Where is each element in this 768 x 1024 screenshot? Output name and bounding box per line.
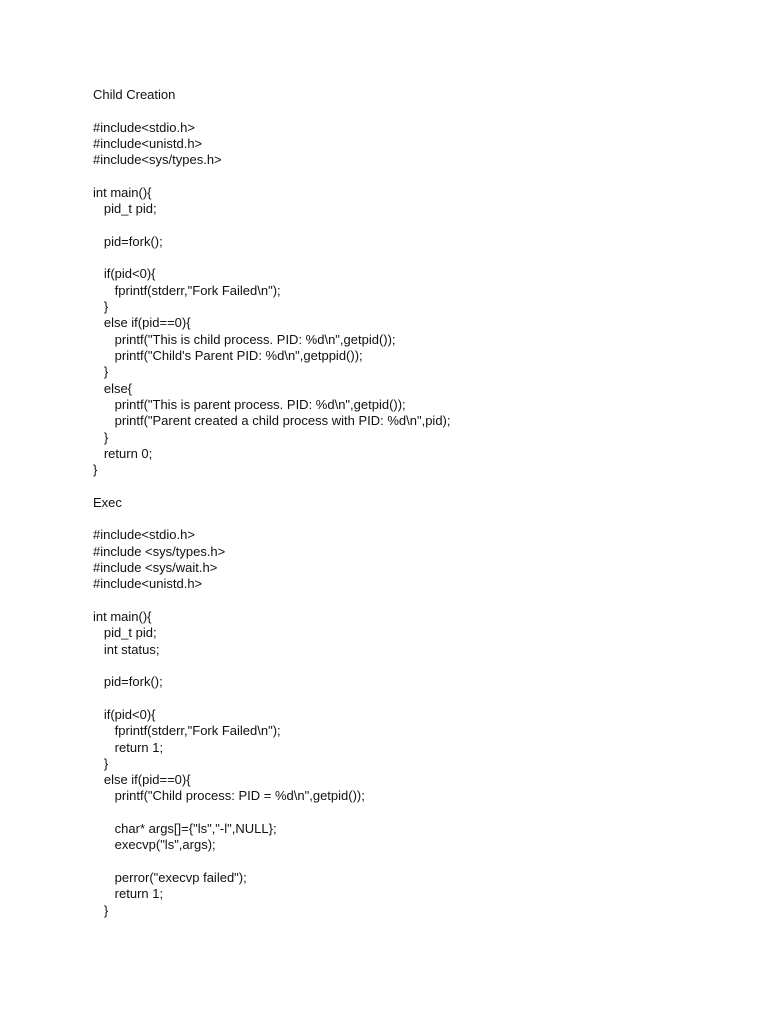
- code-line: pid=fork();: [93, 233, 163, 249]
- code-line: execvp("ls",args);: [93, 837, 216, 853]
- code-line: perror("execvp failed");: [93, 870, 247, 885]
- code-line: #include<sys/types.h>: [93, 152, 222, 168]
- blank-line: [93, 169, 733, 185]
- code-line: char* args[]={"ls","-l",NULL};: [93, 821, 277, 837]
- code-line: #include <sys/wait.h>: [93, 560, 218, 576]
- code-line: #include<stdio.h>: [93, 119, 195, 135]
- code-line: if(pid<0){: [93, 706, 156, 722]
- code-line: return 1;: [93, 886, 164, 902]
- blank-line: [93, 218, 733, 234]
- code-line: #include <sys/types.h>: [93, 543, 226, 559]
- blank-line: [93, 593, 733, 609]
- code-line: return 0;: [93, 445, 153, 461]
- code-line: }: [93, 299, 109, 315]
- code-line: pid_t pid;: [93, 625, 157, 641]
- code-line: printf("Child process: PID = %d\n",getpid());: [93, 788, 365, 804]
- blank-line: [93, 479, 733, 495]
- code-line: }: [93, 755, 109, 771]
- blank-line: [93, 854, 733, 870]
- code-line: int status;: [93, 641, 160, 657]
- code-line: #include<stdio.h>: [93, 527, 195, 543]
- blank-line: [93, 511, 733, 527]
- code-line: }: [93, 902, 109, 918]
- section-heading-child-creation: Child Creation: [93, 87, 176, 102]
- code-line: printf("This is parent process. PID: %d\n",getpid());: [93, 396, 406, 412]
- code-line: }: [93, 429, 109, 445]
- code-line: }: [93, 364, 109, 380]
- code-line: fprintf(stderr,"Fork Failed\n");: [93, 282, 281, 298]
- section-heading-exec: Exec: [93, 494, 122, 510]
- document-body: [93, 87, 733, 919]
- code-line: printf("Parent created a child process with PID: %d\n",pid);: [93, 413, 451, 429]
- code-line: return 1;: [93, 739, 164, 755]
- code-line: else{: [93, 380, 133, 396]
- code-line: int main(){: [93, 609, 152, 624]
- code-line: #include<unistd.h>: [93, 576, 203, 592]
- blank-line: [93, 103, 733, 119]
- code-line: }: [93, 462, 98, 478]
- code-line: fprintf(stderr,"Fork Failed\n");: [93, 723, 281, 739]
- code-line: #include<unistd.h>: [93, 135, 203, 151]
- blank-line: [93, 805, 733, 821]
- blank-line: [93, 658, 733, 674]
- code-line: pid_t pid;: [93, 201, 157, 217]
- code-line: int main(){: [93, 184, 152, 200]
- code-line: printf("Child's Parent PID: %d\n",getppid());: [93, 348, 363, 363]
- blank-line: [93, 691, 733, 707]
- code-line: pid=fork();: [93, 674, 163, 690]
- blank-line: [93, 250, 733, 266]
- code-line: if(pid<0){: [93, 266, 156, 282]
- code-line: printf("This is child process. PID: %d\n",getpid());: [93, 331, 396, 347]
- code-line: else if(pid==0){: [93, 315, 191, 331]
- code-line: else if(pid==0){: [93, 772, 191, 788]
